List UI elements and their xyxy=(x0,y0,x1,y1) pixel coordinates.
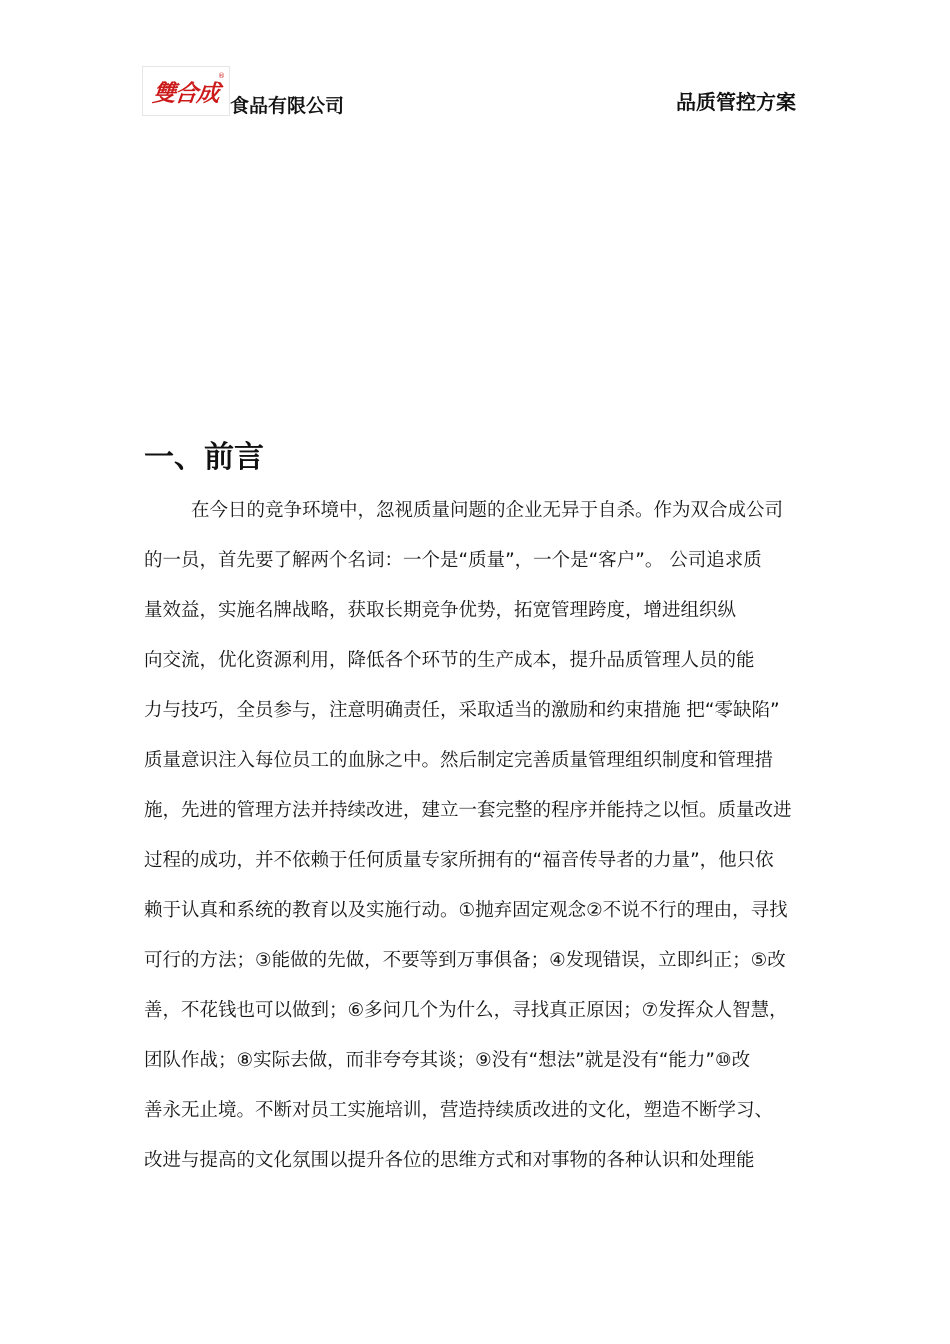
paragraph-line: 的一员，首先要了解两个名词：一个是“质量”，一个是“客户”。 公司追求质 xyxy=(144,550,762,571)
document-title: 品质管控方案 xyxy=(676,90,796,114)
paragraph-line: 改进与提高的文化氛围以提升各位的思维方式和对事物的各种认识和处理能 xyxy=(144,1150,755,1171)
company-name: 食品有限公司 xyxy=(230,95,345,117)
paragraph-line: 施，先进的管理方法并持续改进，建立一套完整的程序并能持之以恒。质量改进 xyxy=(144,800,792,821)
paragraph-line: 质量意识注入每位员工的血脉之中。然后制定完善质量管理组织制度和管理措 xyxy=(144,750,774,771)
logo-text: 雙合成 xyxy=(151,79,221,107)
paragraph-line: 在今日的竞争环境中，忽视质量问题的企业无异于自杀。作为双合成公司 xyxy=(191,500,784,521)
paragraph-line: 善永无止境。不断对员工实施培训，营造持续质改进的文化，塑造不断学习、 xyxy=(144,1100,774,1121)
paragraph-line: 向交流，优化资源利用，降低各个环节的生产成本，提升品质管理人员的能 xyxy=(144,650,755,671)
paragraph-line: 量效益，实施名牌战略，获取长期竞争优势，拓宽管理跨度，增进组织纵 xyxy=(144,600,737,621)
paragraph-line: 可行的方法；③能做的先做，不要等到万事俱备；④发现错误，立即纠正；⑤改 xyxy=(144,950,786,971)
company-logo xyxy=(142,66,230,116)
section-heading: 一、前言 xyxy=(144,440,264,475)
body-paragraph xyxy=(144,486,808,1186)
page-header xyxy=(142,66,802,118)
paragraph-line: 赖于认真和系统的教育以及实施行动。①抛弃固定观念②不说不行的理由，寻找 xyxy=(144,900,788,921)
registered-mark: ® xyxy=(218,72,225,80)
paragraph-line: 过程的成功，并不依赖于任何质量专家所拥有的“福音传导者的力量”，他只依 xyxy=(144,850,774,871)
paragraph-line: 力与技巧，全员参与，注意明确责任，采取适当的激励和约束措施 把“零缺陷” xyxy=(144,700,780,721)
paragraph-line: 团队作战；⑧实际去做，而非夸夸其谈；⑨没有“想法”就是没有“能力”⑩改 xyxy=(144,1050,751,1071)
paragraph-line: 善，不花钱也可以做到；⑥多问几个为什么，寻找真正原因；⑦发挥众人智慧， xyxy=(144,1000,788,1021)
